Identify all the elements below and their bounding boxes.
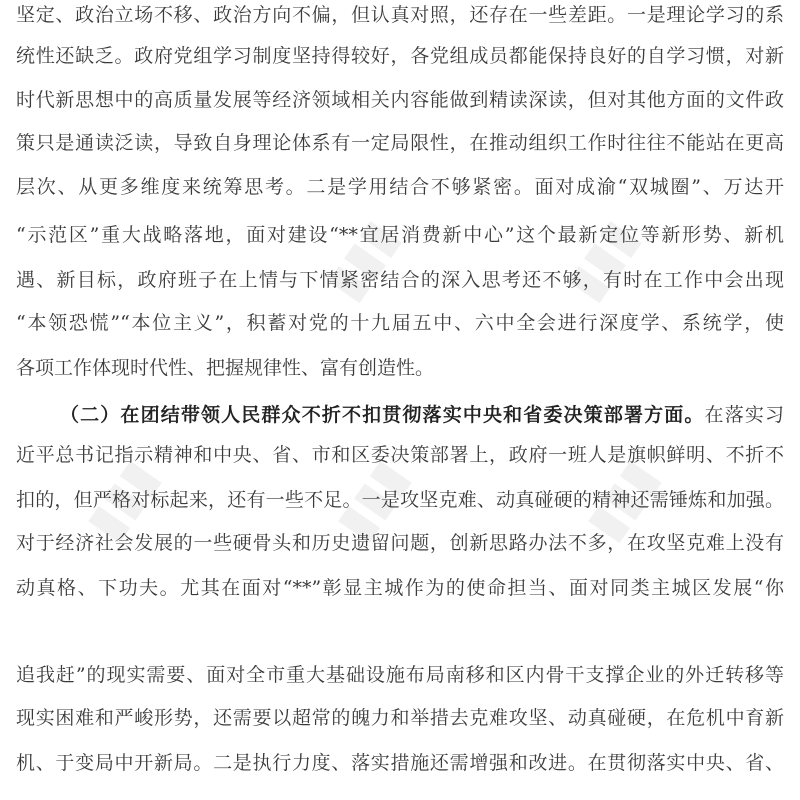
text-line: 策只是通读泛读，导致自身理论体系有一定局限性，在推动组织工作时往往不能站在更高 bbox=[16, 132, 784, 154]
text-line: 层次、从更多维度来统筹思考。二是学用结合不够紧密。面对成渝“双城圈”、万达开 bbox=[16, 176, 784, 198]
text-line: 对于经济社会发展的一些硬骨头和历史遗留问题，创新思路办法不多，在攻坚克难上没有 bbox=[16, 532, 784, 554]
text-line: 统性还缺乏。政府党组学习制度坚持得较好，各党组成员都能保持良好的自学习惯，对新 bbox=[16, 45, 784, 67]
text-line: 各项工作体现时代性、把握规律性、富有创造性。 bbox=[16, 357, 435, 379]
watermark: ▮▮▮ bbox=[313, 208, 410, 311]
text-line: 机、于变局中开新局。二是执行力度、落实措施还需增强和改进。在贯彻落实中央、省、 bbox=[16, 752, 784, 774]
text-line: 现实困难和严峻形势，还需要以超常的魄力和举措去克难攻坚、动真碰硬，在危机中育新 bbox=[16, 707, 784, 729]
watermark: ▮▮▮ bbox=[573, 448, 670, 551]
watermark: ▮▮▮ bbox=[553, 208, 650, 311]
text-line: 近平总书记指示精神和中央、省、市和区委决策部署上，政府一班人是旗帜鲜明、不折不 bbox=[16, 444, 784, 466]
text-line: 扣的，但严格对标起来，还有一些不足。一是攻坚克难、动真碰硬的精神还需锤炼和加强。 bbox=[16, 489, 784, 511]
text-line: “示范区”重大战略落地，面对建设“**宜居消费新中心”这个最新定位等新形势、新机 bbox=[16, 224, 784, 246]
section-heading-line bbox=[60, 400, 784, 430]
text-line: “本领恐慌”“本位主义”，积蓄对党的十九届五中、六中全会进行深度学、系统学，使 bbox=[16, 312, 784, 334]
text-span: 在落实习 bbox=[704, 404, 784, 426]
watermark: ▮▮▮ bbox=[323, 448, 420, 551]
text-line: 坚定、政治立场不移、政治方向不偏，但认真对照，还存在一些差距。一是理论学习的系 bbox=[16, 4, 784, 26]
section-heading: （二）在团结带领人民群众不折不扣贯彻落实中央和省委决策部署方面。 bbox=[60, 404, 705, 426]
text-line: 遇、新目标，政府班子在上情与下情紧密结合的深入思考还不够，有时在工作中会出现 bbox=[16, 269, 784, 291]
text-line: 追我赶”的现实需要、面对全市重大基础设施布局南移和区内骨干支撑企业的外迁转移等 bbox=[16, 664, 784, 686]
text-line: 动真格、下功夫。尤其在面对“**”彰显主城作为的使命担当、面对同类主城区发展“你 bbox=[16, 577, 784, 599]
text-line: 时代新思想中的高质量发展等经济领域相关内容能做到精读深读，但对其他方面的文件政 bbox=[16, 89, 784, 111]
watermark: ▮▮▮ bbox=[73, 448, 170, 551]
